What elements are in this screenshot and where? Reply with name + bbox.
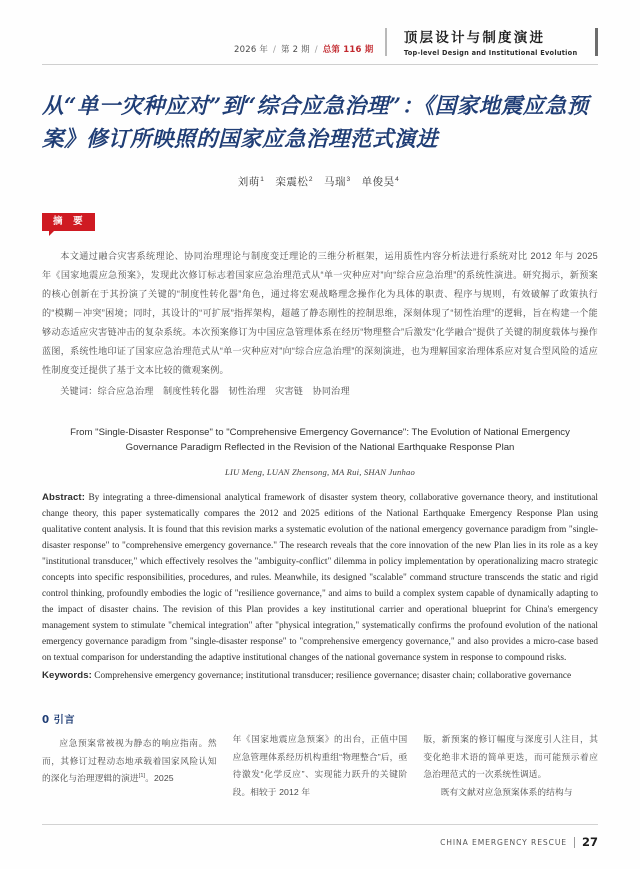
body-column-3 xyxy=(423,711,598,801)
author-name-3: 马瑞 xyxy=(324,176,346,189)
citation-ref-1: [1] xyxy=(138,773,146,780)
header-divider-left xyxy=(385,28,386,56)
issue-info xyxy=(234,43,373,58)
footer-journal-name: CHINA EMERGENCY RESCUE xyxy=(440,837,567,847)
keywords-cn-label: 关键词： xyxy=(60,385,98,396)
author-name-4: 单俊昊 xyxy=(361,176,395,189)
section-heading-introduction: 0 引言 xyxy=(42,715,76,727)
keywords-cn-text: 综合应急治理 制度性转化器 韧性治理 灾害链 协同治理 xyxy=(97,385,350,396)
article-title-cn: 从“单一灾种应对”到“综合应急治理”：《国家地震应急预案》修订所映照的国家应急治理范式演进 xyxy=(42,94,589,152)
abstract-en-paragraph xyxy=(42,490,598,667)
article-title-en: From "Single-Disaster Response" to "Comprehensive Emergency Governance": The Evolution of National Emergency Governance Paradigm Reflected in the Revision of the National Earthquake Response Plan xyxy=(70,426,570,454)
abstract-cn-block xyxy=(42,247,598,400)
column-title-block xyxy=(404,31,578,58)
footer-rule xyxy=(42,824,598,825)
keywords-cn-line xyxy=(42,382,598,401)
abstract-label-badge: 摘 要 xyxy=(42,213,95,231)
column-title-cn: 顶层设计与制度演进 xyxy=(403,30,546,47)
abstract-en-label: Abstract: xyxy=(42,491,86,503)
author-name-1: 刘萌 xyxy=(237,176,260,189)
body-columns xyxy=(42,711,598,801)
header-divider-right xyxy=(595,28,598,56)
keywords-en-text: Comprehensive emergency governance; institutional transducer; resilience governance; disaster chain; collaborative governance xyxy=(91,671,572,682)
abstract-badge-wrap xyxy=(42,211,598,233)
body-paragraph-4: 既有文献对应急预案体系的结构与 xyxy=(440,786,573,797)
issue-total: 总第 116 期 xyxy=(322,45,374,55)
issue-year: 2026 年 xyxy=(234,45,269,55)
authors-cn xyxy=(42,174,598,189)
abstract-cn-text: 本文通过融合灾害系统理论、协同治理理论与制度变迁理论的三维分析框架，运用质性内容分析法进行系统对比 2012 年与 2025 年《国家地震应急预案》，发现此次修订标志着国家应急治理范式从“单一灾种应对”向“综合应急治理”的系统性演进。研究揭示，新预案的核心创新在于其扮演了关键的“制度性转化器”角色，通过将宏观战略理念操作化为具体的职责、程序与规则，有效破解了政策执行的“模糊－冲突”困境；同时，其设计的“可扩展”指挥架构，超越了静态刚性的控制思维，深刻体现了“韧性治理”的逻辑，旨在构建一个能够动态适应灾害链冲击的复杂系统。本次预案修订为中国应急管理体系在经历“物理整合”后激发“化学融合”提供了关键的制度载体与操作蓝图，系统性地印证了国家应急治理范式从“单一灾种应对”向“综合应急治理”的深刻演进，也为理解国家治理体系应对复合型风险的适应性制度变迁提供了基于文本比较的微观案例。 xyxy=(42,251,598,375)
issue-sep-1: / xyxy=(273,45,277,55)
body-paragraph-1 xyxy=(42,735,217,787)
page-footer xyxy=(440,835,598,849)
author-sup-1: 1 xyxy=(260,175,265,183)
column-title-en: Top-level Design and Institutional Evolution xyxy=(403,49,578,57)
issue-number: 第 2 期 xyxy=(280,45,310,55)
issue-sep-2: / xyxy=(314,45,318,55)
body-paragraph-2: 年《国家地震应急预案》的出台，正值中国应急管理体系经历机构重组“物理整合”后，亟待激发“化学反应”、实现能力跃升的关键阶段。相较于 2012 年 xyxy=(232,734,408,797)
header-rule xyxy=(42,64,598,65)
author-sup-4: 4 xyxy=(395,175,400,183)
author-sup-2: 2 xyxy=(308,175,313,183)
body-paragraph-1-text: 应急预案常被视为静态的响应指南。然而，其修订过程动态地承载着国家风险认知的深化与治理逻辑的演进 xyxy=(42,738,217,784)
footer-page-number: 27 xyxy=(581,835,598,849)
keywords-en-line xyxy=(42,668,598,685)
body-column-1 xyxy=(42,711,217,801)
keywords-en-label: Keywords: xyxy=(42,670,92,682)
body-paragraph-3: 版，新预案的修订幅度与深度引人注目，其变化绝非术语的简单更迭，而可能预示着应急治理范式的一次系统性调适。 xyxy=(423,734,598,780)
body-paragraph-1-tail: 。2025 xyxy=(145,773,174,784)
body-column-2 xyxy=(233,711,408,801)
abstract-en-text: By integrating a three-dimensional analytical framework of disaster system theory, collaborative governance theory, and institutional change theory, this paper systematically compares the 2012 and 2025 editions of the National Earthquake Emergency Response Plan using qualitative content analysis. It is found that this revision marks a systematic evolution of the national emergency governance paradigm from "single-disaster response" to "comprehensive emergency governance." The research reveals that the core innovation of the new Plan lies in its role as a key "institutional transducer," which effectively resolves the "ambiguity-conflict" dilemma in policy implementation by operationalizing macro strategic concepts into specific responsibilities, procedures, and rules. Meanwhile, its designed "scalable" command structure transcends the static and rigid control thinking, profoundly embodies the logic of "resilience governance," and aims to build a complex system capable of dynamically adapting to the impact of disaster chains. The revision of this Plan provides a key institutional carrier and operational blueprint for China's emergency management system to stimulate "chemical integration" after "physical integration," systematically confirms the profound evolution of the national emergency governance paradigm from "single-disaster response" to "comprehensive emergency governance," and also provides a micro-case based on textual comparison for understanding the adaptive institutional changes of the national governance system in response to compound risks. xyxy=(42,492,598,663)
running-head xyxy=(42,0,598,58)
footer-divider xyxy=(574,837,575,848)
abstract-en-block xyxy=(42,490,598,686)
authors-en: LIU Meng, LUAN Zhensong, MA Rui, SHAN Junhao xyxy=(224,466,416,477)
author-name-2: 栾震松 xyxy=(275,176,309,189)
author-sup-3: 3 xyxy=(346,175,351,183)
